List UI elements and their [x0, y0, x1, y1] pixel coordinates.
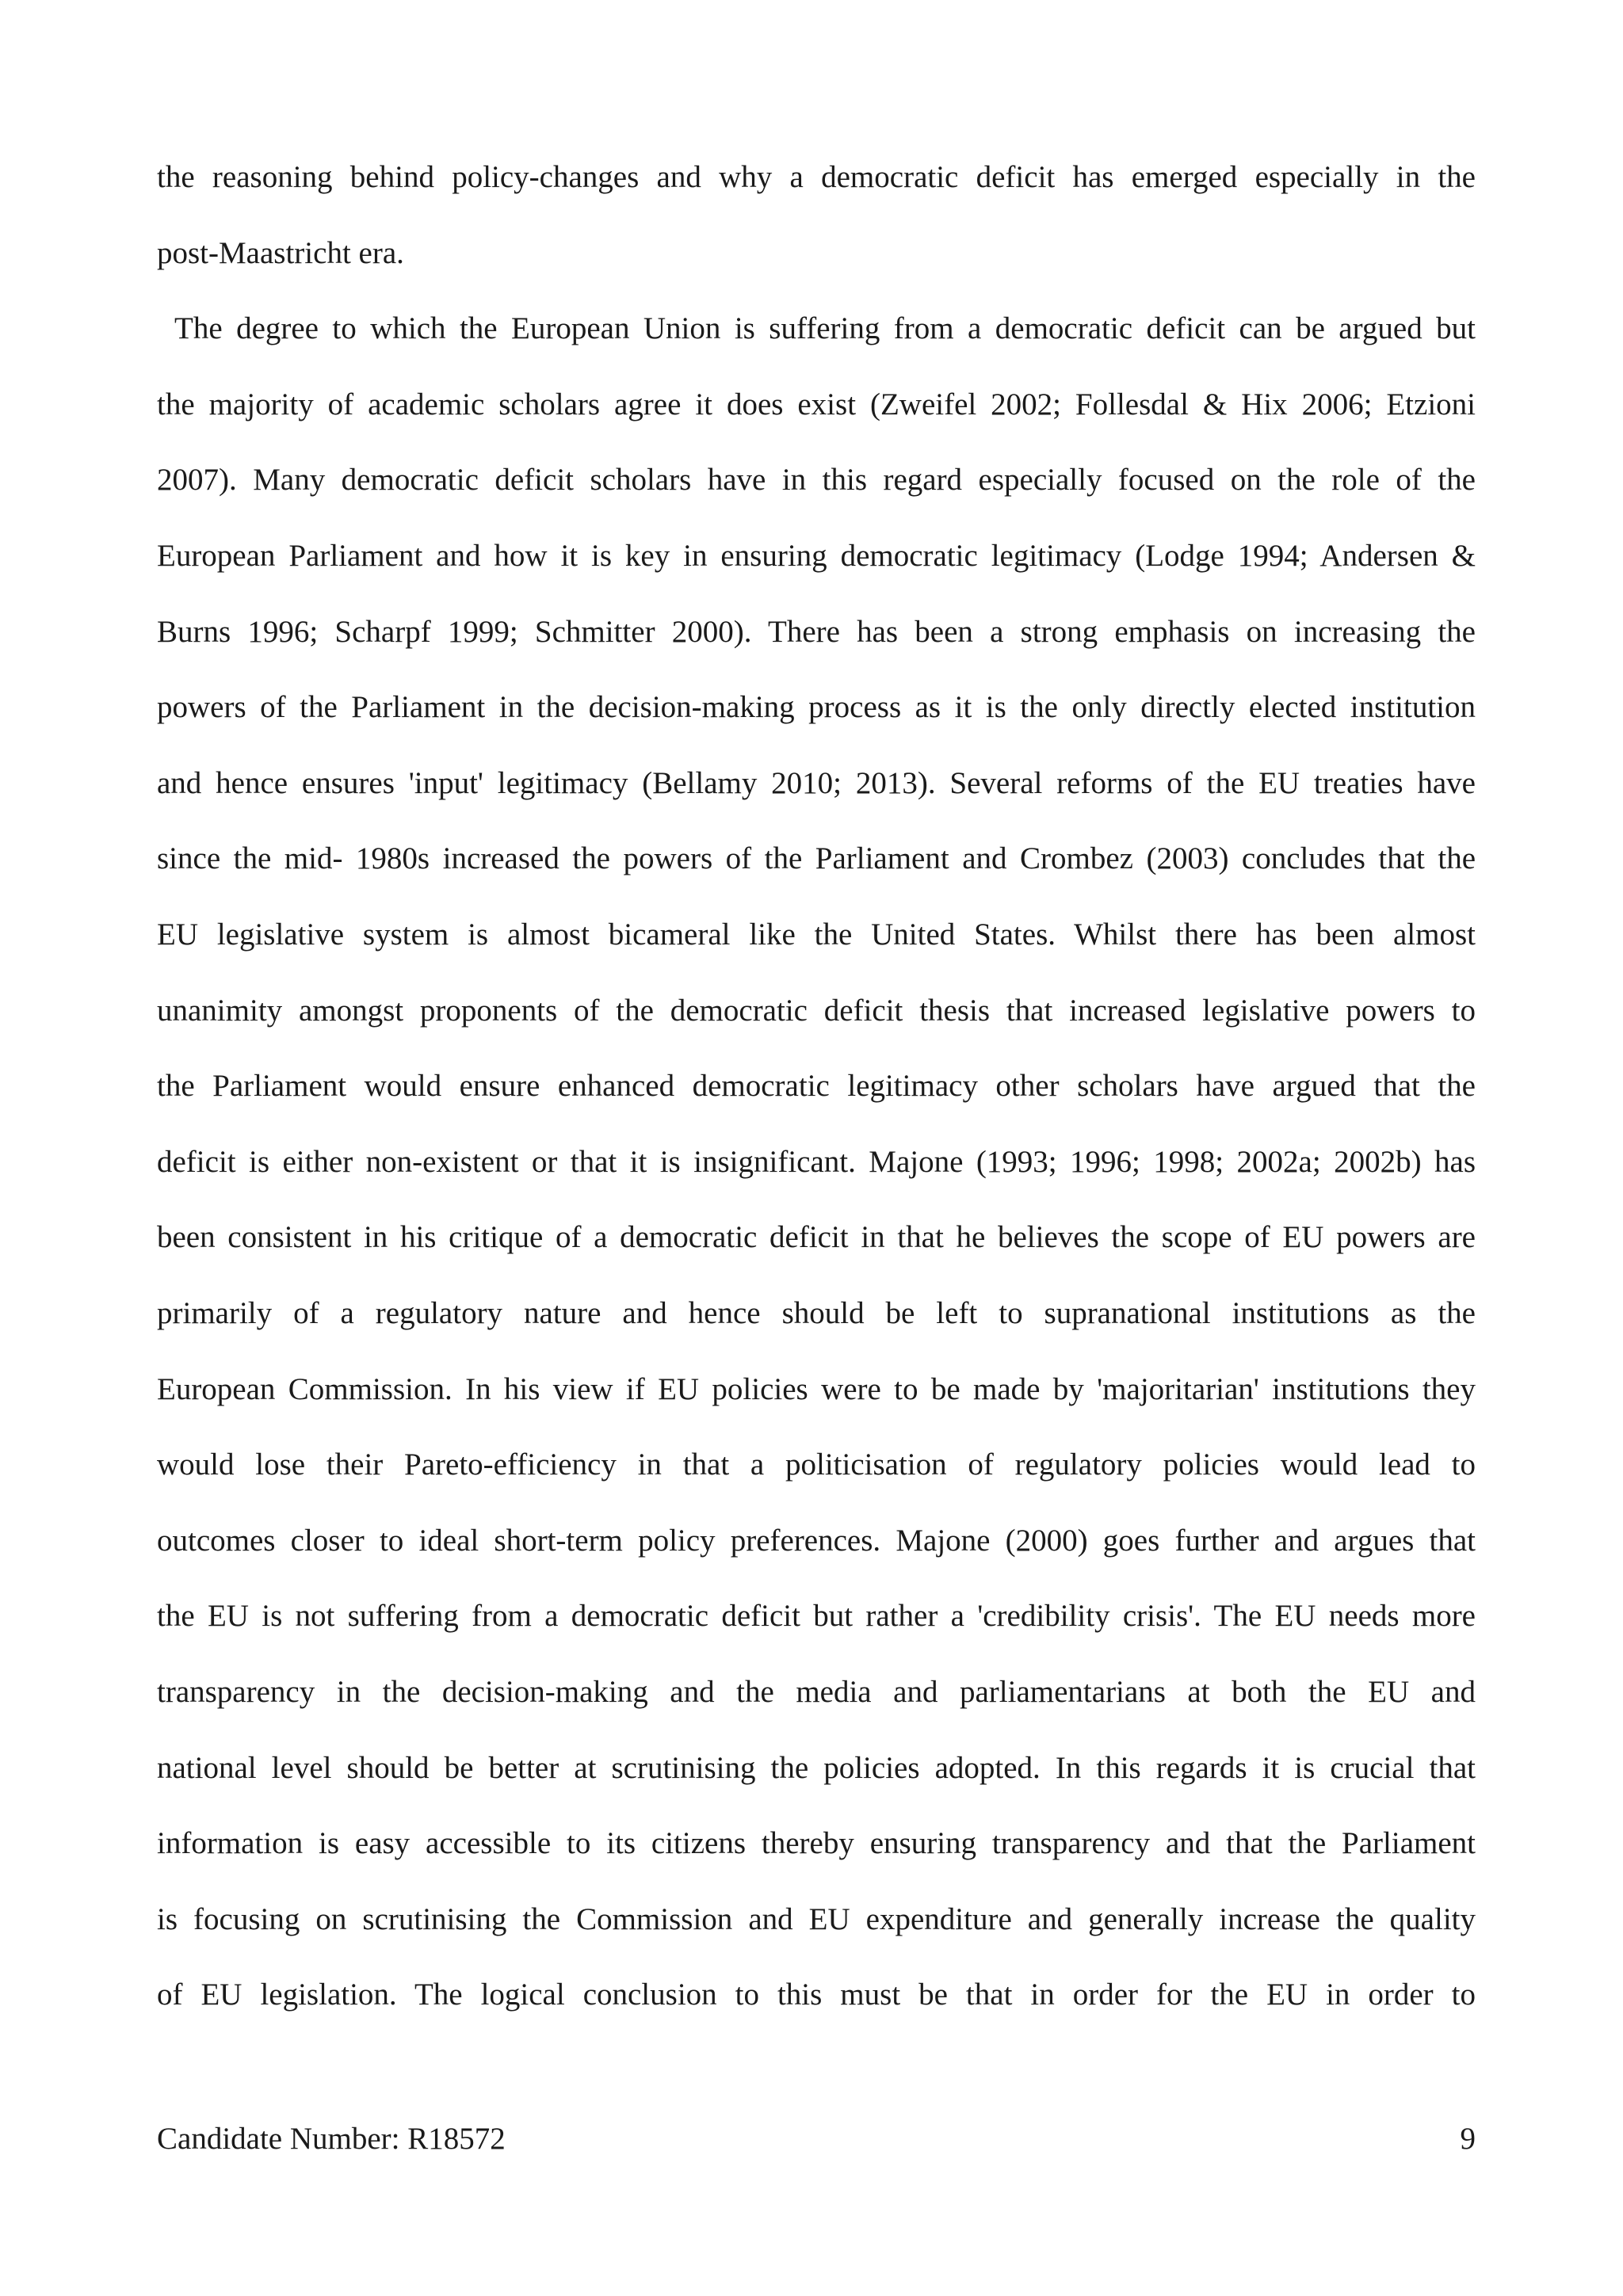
paragraph-2-line: of EU legislation. The logical conclusion to this must be that in order for the EU in order to [157, 1978, 1476, 2012]
paragraph-2-line: EU legislative system is almost bicameral like the United States. Whilst there has been almost [157, 917, 1476, 952]
paragraph-2-line: European Parliament and how it is key in ensuring democratic legitimacy (Lodge 1994; Andersen & [157, 539, 1476, 573]
paragraph-1-line: the reasoning behind policy-changes and why a democratic deficit has emerged especially in the [157, 160, 1476, 194]
paragraph-2-line: European Commission. In his view if EU policies were to be made by 'majoritarian' institutions they [157, 1372, 1476, 1406]
paragraph-2-line: the Parliament would ensure enhanced democratic legitimacy other scholars have argued that the [157, 1069, 1476, 1103]
paragraph-2-line: transparency in the decision-making and the media and parliamentarians at both the EU and [157, 1675, 1476, 1709]
paragraph-2-line: the majority of academic scholars agree it does exist (Zweifel 2002; Follesdal & Hix 2006; Etzioni [157, 387, 1476, 421]
paragraph-2-line: been consistent in his critique of a democratic deficit in that he believes the scope of EU powers are [157, 1220, 1476, 1254]
paragraph-2-line: Burns 1996; Scharpf 1999; Schmitter 2000). There has been a strong emphasis on increasing the [157, 615, 1476, 649]
paragraph-2-line: information is easy accessible to its citizens thereby ensuring transparency and that the Parliament [157, 1826, 1476, 1860]
paragraph-1-line: post-Maastricht era. [157, 236, 404, 270]
paragraph-2-line: unanimity amongst proponents of the democratic deficit thesis that increased legislative powers to [157, 994, 1476, 1028]
paragraph-2-line: is focusing on scrutinising the Commission and EU expenditure and generally increase the quality [157, 1902, 1476, 1936]
paragraph-2-line: The degree to which the European Union is suffering from a democratic deficit can be argued but [174, 311, 1476, 345]
paragraph-2-line: would lose their Pareto-efficiency in that a politicisation of regulatory policies would lead to [157, 1447, 1476, 1482]
footer-candidate-number: Candidate Number: R18572 [157, 2122, 506, 2156]
paragraph-2-line: national level should be better at scrutinising the policies adopted. In this regards it is crucial that [157, 1751, 1476, 1785]
paragraph-2-line: and hence ensures 'input' legitimacy (Bellamy 2010; 2013). Several reforms of the EU treaties have [157, 766, 1476, 800]
paragraph-2-line: outcomes closer to ideal short-term policy preferences. Majone (2000) goes further and argues that [157, 1524, 1476, 1558]
paragraph-2-line: 2007). Many democratic deficit scholars have in this regard especially focused on the role of the [157, 463, 1476, 497]
paragraph-2-line: since the mid- 1980s increased the powers of the Parliament and Crombez (2003) concludes that the [157, 841, 1476, 875]
footer-page-number: 9 [1460, 2122, 1476, 2156]
paragraph-2-line: the EU is not suffering from a democratic deficit but rather a 'credibility crisis'. The EU needs more [157, 1599, 1476, 1633]
paragraph-2-line: deficit is either non-existent or that it is insignificant. Majone (1993; 1996; 1998; 2002a; 2002b) has [157, 1145, 1476, 1179]
paragraph-2-line: primarily of a regulatory nature and hence should be left to supranational institutions as the [157, 1296, 1476, 1330]
paragraph-2-line: powers of the Parliament in the decision-making process as it is the only directly elected institution [157, 690, 1476, 724]
